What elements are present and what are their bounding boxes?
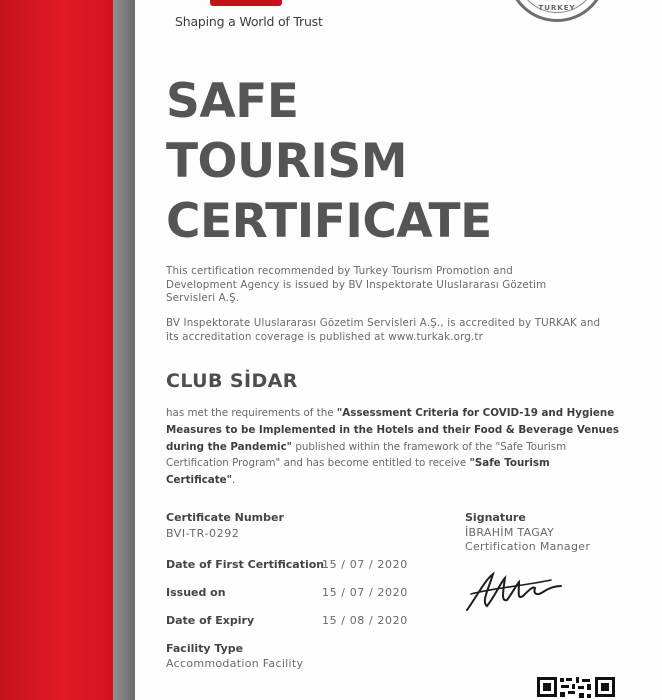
gray-side-band — [113, 0, 135, 700]
statement-part-3: . — [232, 474, 236, 487]
certification-statement — [166, 405, 621, 489]
signatory-role: Certification Manager — [465, 540, 591, 553]
red-side-band — [0, 0, 113, 700]
expiry-date: 15 / 08 / 2020 — [322, 614, 408, 627]
first-certification-date: 15 / 07 / 2020 — [322, 558, 408, 571]
assessment-criteria: "Assessment Criteria for COVID-19 and Hygiene Measures to be Implemented in the Hotels and their Food & Beverage Venues during the Pandemic" — [166, 407, 619, 453]
certificate-number-label: Certificate Number — [166, 511, 284, 524]
handwritten-signature — [463, 566, 563, 614]
title-line-3: CERTIFICATE — [166, 194, 492, 249]
first-certification-label: Date of First Certification — [166, 558, 325, 571]
qr-code — [536, 676, 616, 700]
signature-label: Signature — [465, 511, 526, 524]
brand-tab — [210, 0, 282, 6]
certificate-number-value: BVI-TR-0292 — [166, 527, 240, 540]
expiry-label: Date of Expiry — [166, 614, 255, 627]
statement-part-1: has met the requirements of the — [166, 407, 337, 419]
statement-part-2: published within the framework of the "Safe Tourism Certification Program" and has become entitled to receive — [166, 440, 567, 470]
facility-type-value: Accommodation Facility — [166, 657, 304, 670]
facility-type-label: Facility Type — [166, 642, 244, 655]
certificate-title — [166, 72, 492, 252]
intro-paragraph: This certification recommended by Turkey Tourism Promotion and Development Agency is issued by BV Inspektorate Uluslararası Gözetim Servisleri A.Ş. — [166, 265, 547, 304]
seal-country-text: TURKEY — [538, 4, 576, 12]
signatory-name: İBRAHİM TAGAY — [465, 526, 555, 539]
accreditation-paragraph: BV Inspektorate Uluslararası Gözetim Servisleri A.Ş., is accredited by TURKAK and its accreditation coverage is published at www.turkak.org.tr — [166, 317, 601, 343]
certificate-name: "Safe Tourism Certificate" — [166, 457, 550, 487]
facility-name: CLUB SİDAR — [166, 370, 298, 392]
brand-tagline: Shaping a World of Trust — [175, 14, 323, 29]
issued-on-label: Issued on — [166, 586, 226, 599]
issued-on-date: 15 / 07 / 2020 — [322, 586, 408, 599]
title-line-1: SAFE — [166, 74, 299, 129]
title-line-2: TOURISM — [166, 134, 407, 189]
